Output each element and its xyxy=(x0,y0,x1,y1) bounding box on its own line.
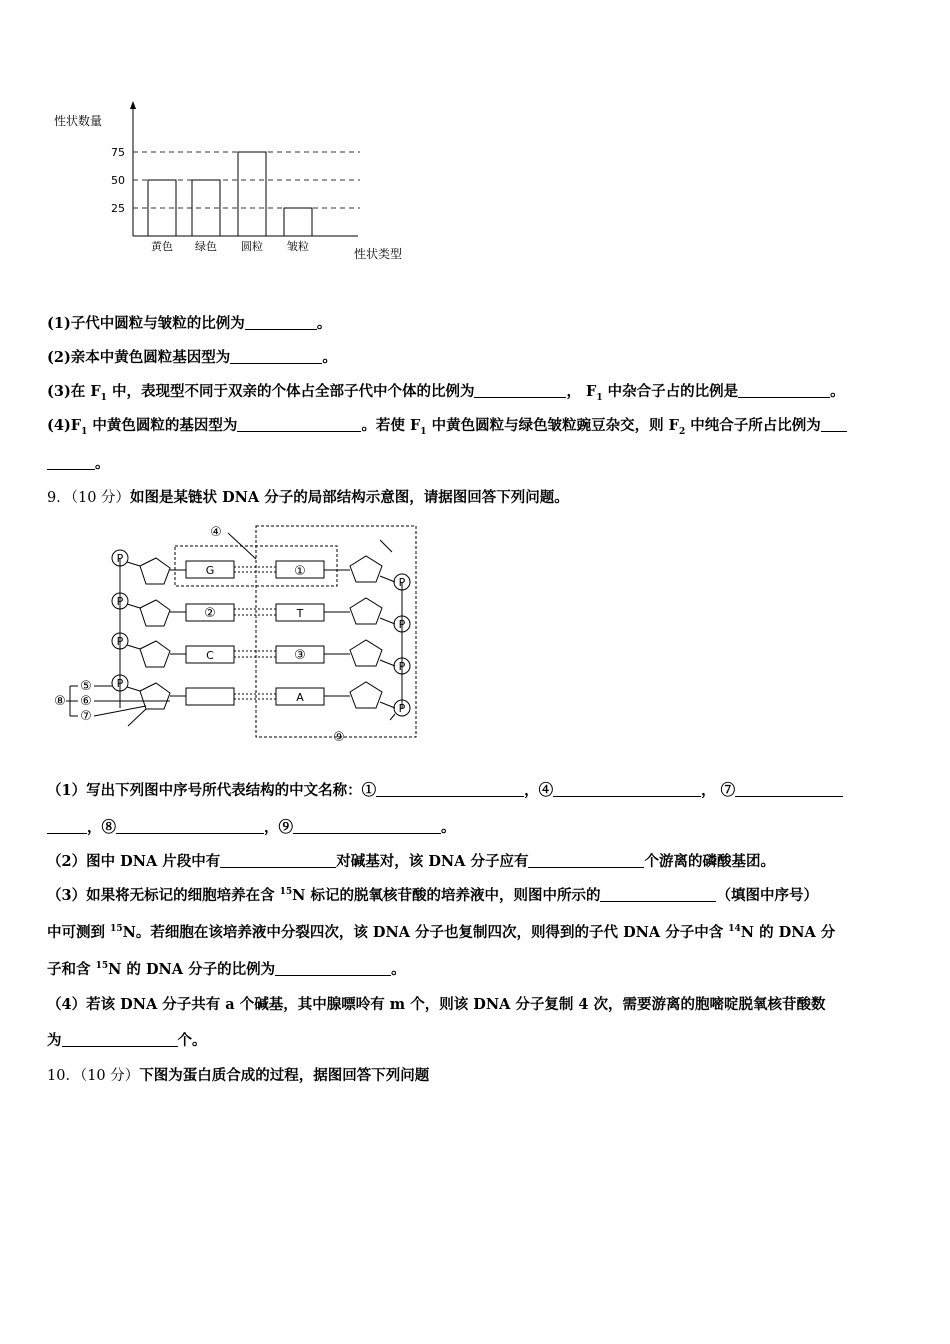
q9-part3-cont xyxy=(47,921,835,942)
question-number: 10．（10 分） xyxy=(47,1068,140,1084)
answer-blank[interactable] xyxy=(62,1031,178,1047)
marker-2: ② xyxy=(204,606,216,621)
punct: 。 xyxy=(316,315,332,332)
x-axis-label: 性状类型 xyxy=(354,247,403,261)
trait-bar-chart xyxy=(40,95,430,270)
subscript: 1 xyxy=(81,426,88,437)
phosphate-label: P xyxy=(116,552,124,565)
text: 中，表现型不同于双亲的个体占全部子代中个体的比例为 xyxy=(106,383,475,400)
row-3 xyxy=(112,633,410,674)
answer-blank[interactable] xyxy=(245,314,317,330)
answer-blank[interactable] xyxy=(600,886,716,902)
q8-part3 xyxy=(47,380,845,403)
row-4 xyxy=(112,675,410,720)
y-tick-label: 75 xyxy=(111,146,125,159)
question-title: 下图为蛋白质合成的过程，据图回答下列问题 xyxy=(139,1067,430,1084)
bar xyxy=(238,152,266,236)
q9-part4 xyxy=(47,993,826,1014)
text: N 的 DNA 分 xyxy=(740,924,836,941)
answer-blank[interactable] xyxy=(735,781,843,797)
text: （2）图中 DNA 片段中有 xyxy=(47,853,221,870)
answer-blank[interactable] xyxy=(237,416,361,432)
text: ，⑧ xyxy=(87,819,116,836)
q8-part4-cont xyxy=(47,452,110,473)
question-number: 9．（10 分） xyxy=(47,490,131,506)
text: 对碱基对，该 DNA 分子应有 xyxy=(336,853,529,870)
text: 个游离的磷酸基团。 xyxy=(644,853,775,870)
x-tick-label: 圆粒 xyxy=(241,240,263,253)
text: 。若使 F xyxy=(361,417,421,434)
text: N 的 DNA 分子的比例为 xyxy=(108,961,276,978)
marker-3: ③ xyxy=(294,648,306,663)
text: ，⑨ xyxy=(264,819,293,836)
answer-blank[interactable] xyxy=(220,852,336,868)
marker-6: ⑥ xyxy=(80,694,92,709)
marker-4: ④ xyxy=(210,525,222,540)
marker-5: ⑤ xyxy=(80,679,92,694)
subscript: 1 xyxy=(596,392,603,403)
text: （3）如果将无标记的细胞培养在含 xyxy=(47,887,280,904)
text: （4）若该 DNA 分子共有 a 个碱基，其中腺嘌呤有 m 个，则该 DNA 分子复制 4 次，需要游离的胞嘧啶脱氧核苷酸数 xyxy=(47,996,826,1013)
text: （1）写出下列图中序号所代表结构的中文名称：① xyxy=(47,782,377,799)
text: (4)F xyxy=(47,417,82,434)
punct: 个。 xyxy=(177,1032,207,1049)
dna-structure-diagram xyxy=(50,520,430,748)
q9-part3 xyxy=(47,884,818,905)
question-title: 如图是某链状 DNA 分子的局部结构示意图，请据图回答下列问题。 xyxy=(130,489,569,506)
x-tick-label: 绿色 xyxy=(195,240,217,253)
base-label: C xyxy=(206,649,214,662)
text: N 标记的脱氧核苷酸的培养液中，则图中所示的 xyxy=(292,887,601,904)
marker-7: ⑦ xyxy=(80,709,92,724)
punct: 。 xyxy=(830,383,845,400)
phosphate-label: P xyxy=(116,677,124,690)
text: 为 xyxy=(47,1032,62,1049)
q8-part2-text: (2)亲本中黄色圆粒基因型为 xyxy=(47,349,231,366)
q9-part4-cont xyxy=(47,1029,207,1050)
answer-blank[interactable] xyxy=(47,454,95,470)
y-axis-arrow xyxy=(130,101,136,109)
text: 中纯合子所占比例为 xyxy=(685,417,821,434)
text: ，④ xyxy=(524,782,554,799)
text: ， ⑦ xyxy=(701,782,736,799)
base-label: G xyxy=(205,564,215,577)
text: 中黄色圆粒的基因型为 xyxy=(87,417,238,434)
q8-part1-text: (1)子代中圆粒与皱粒的比例为 xyxy=(47,315,245,332)
punct: 。 xyxy=(95,455,110,472)
q9-title xyxy=(47,486,569,507)
q10-title xyxy=(47,1064,429,1085)
base-label: T xyxy=(296,607,304,620)
answer-blank[interactable] xyxy=(474,382,566,398)
phosphate-label: P xyxy=(398,618,406,631)
text: 中杂合子占的比例是 xyxy=(602,383,739,400)
y-tick-label: 50 xyxy=(111,174,125,187)
punct: 。 xyxy=(322,349,337,366)
q8-part4 xyxy=(47,414,847,437)
superscript: 15 xyxy=(279,887,293,898)
answer-blank[interactable] xyxy=(738,382,830,398)
superscript: 15 xyxy=(95,961,109,972)
y-tick-label: 25 xyxy=(111,202,125,215)
marker-9: ⑨ xyxy=(333,730,345,745)
answer-blank[interactable] xyxy=(293,818,441,834)
text: 中可测到 xyxy=(47,924,111,941)
q8-part1 xyxy=(47,312,331,333)
answer-blank[interactable] xyxy=(275,960,391,976)
subscript: 1 xyxy=(100,392,107,403)
answer-blank[interactable] xyxy=(528,852,644,868)
bar xyxy=(284,208,312,236)
marker-1: ① xyxy=(294,564,306,579)
x-tick-label: 黄色 xyxy=(151,240,173,253)
answer-blank[interactable] xyxy=(553,781,701,797)
y-axis-label: 性状数量 xyxy=(54,114,103,128)
superscript: 14 xyxy=(728,924,741,935)
answer-blank[interactable] xyxy=(821,416,847,432)
text: 中黄色圆粒与绿色皱粒豌豆杂交，则 F xyxy=(426,417,679,434)
answer-blank[interactable] xyxy=(116,818,264,834)
q9-part1-cont xyxy=(47,816,456,837)
answer-blank[interactable] xyxy=(230,348,322,364)
text: N。若细胞在该培养液中分裂四次，该 DNA 分子也复制四次，则得到的子代 DNA 分子中含 xyxy=(122,924,729,941)
subscript: 1 xyxy=(420,426,427,437)
x-tick-label: 皱粒 xyxy=(287,240,309,253)
text: 子和含 xyxy=(47,961,96,978)
answer-blank[interactable] xyxy=(376,781,524,797)
q9-part3-cont2 xyxy=(47,958,406,979)
subscript: 2 xyxy=(678,426,686,437)
text: ， F xyxy=(566,383,597,400)
q9-part1 xyxy=(47,779,843,800)
answer-blank[interactable] xyxy=(47,818,87,834)
q8-part2 xyxy=(47,346,337,367)
row-1 xyxy=(112,550,410,590)
punct: 。 xyxy=(441,819,456,836)
base-label: A xyxy=(296,691,304,704)
text: （填图中序号） xyxy=(716,887,818,904)
phosphate-label: P xyxy=(398,660,406,673)
q9-part2 xyxy=(47,850,775,871)
row-2 xyxy=(112,593,410,632)
phosphate-label: P xyxy=(116,635,124,648)
phosphate-label: P xyxy=(116,595,124,608)
phosphate-label: P xyxy=(398,576,406,589)
phosphate-label: P xyxy=(398,702,406,715)
marker-8: ⑧ xyxy=(54,694,66,709)
punct: 。 xyxy=(391,961,406,978)
text: (3)在 F xyxy=(47,383,101,400)
superscript: 15 xyxy=(110,924,123,935)
